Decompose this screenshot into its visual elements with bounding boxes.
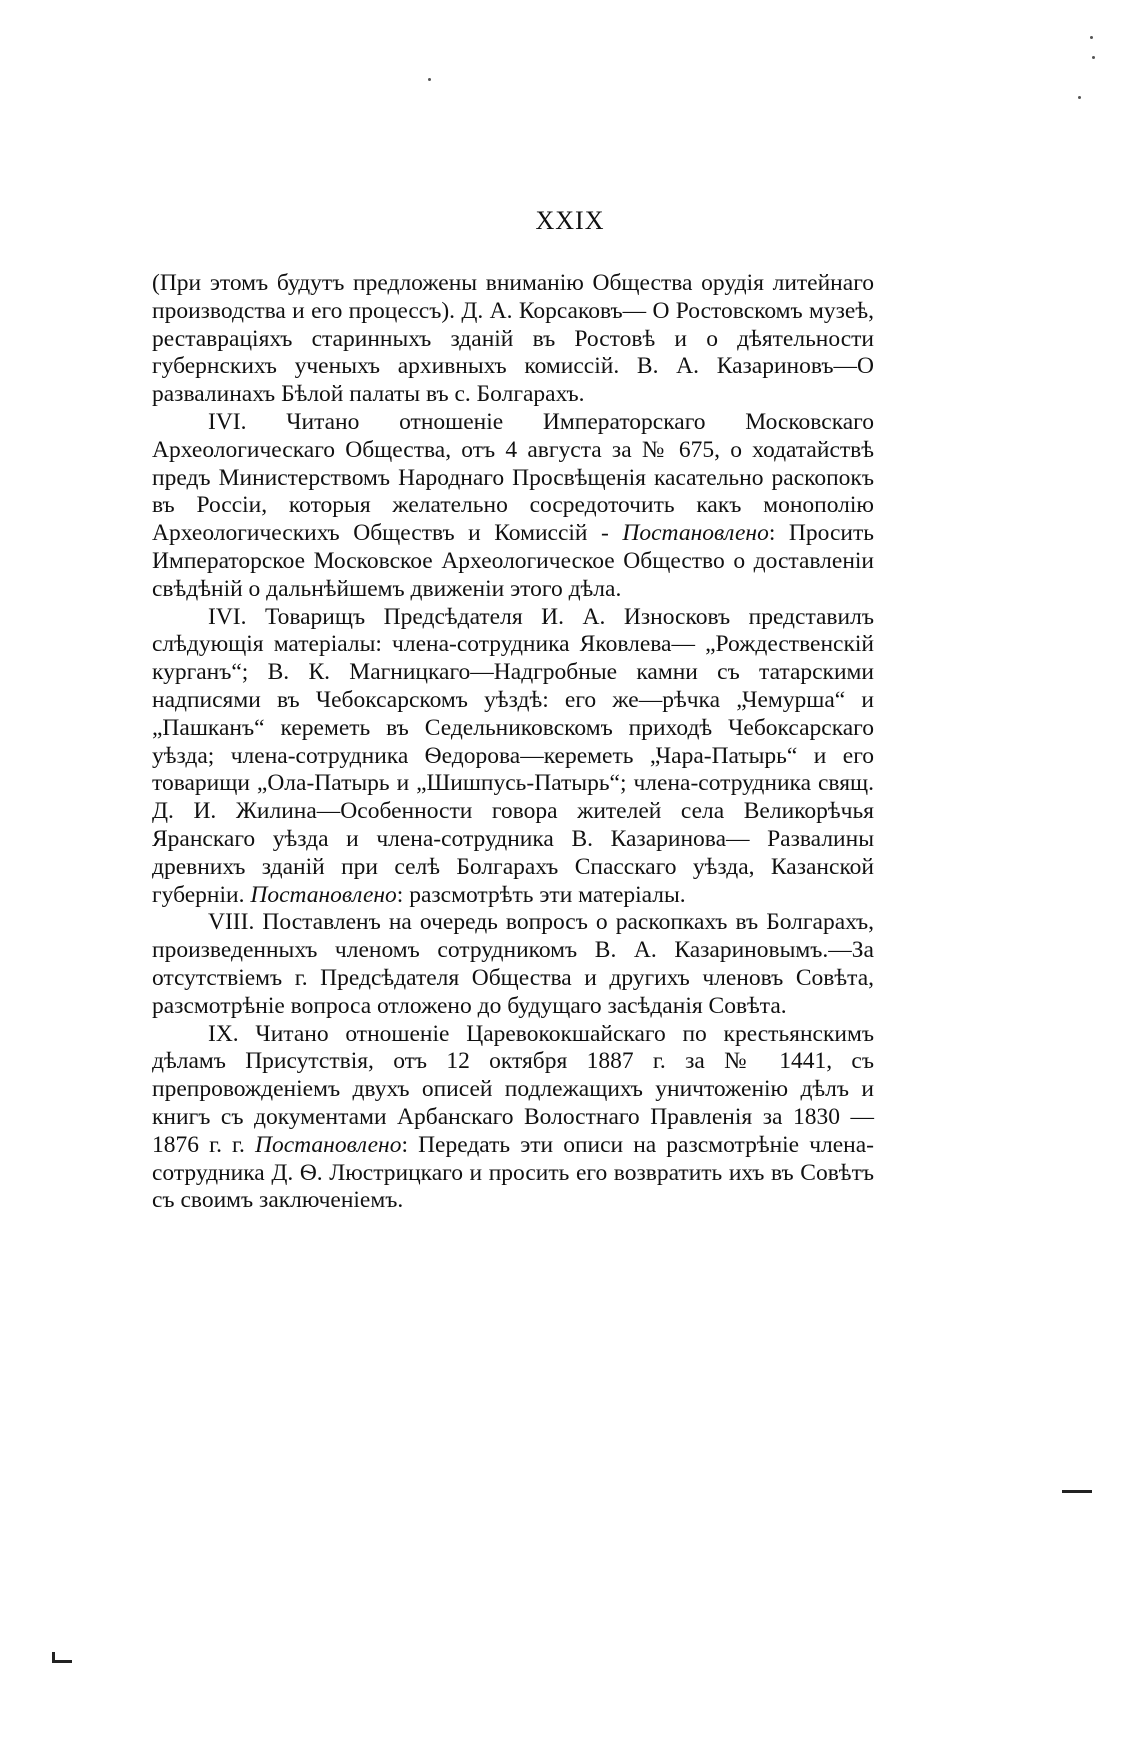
resolution-keyword: Постановлено (255, 1131, 402, 1158)
scan-speck (1090, 36, 1093, 39)
paragraph-item-vii (152, 604, 874, 910)
page-number: XXIX (535, 206, 605, 235)
resolution-keyword: Постановлено (250, 881, 397, 908)
paragraph-item-ix (152, 1021, 874, 1216)
scan-speck (428, 78, 431, 81)
scan-speck (1092, 56, 1095, 59)
body-text (152, 270, 874, 1215)
scan-speck (1078, 96, 1081, 99)
paragraph-text: : Просить Императорское Московское Археологическое Общество о доставленіи свѣдѣній о дальнѣйшемъ движеніи этого дѣла. (152, 520, 874, 602)
scan-mark-right (1062, 1490, 1092, 1493)
paragraph-continuation: (При этомъ будутъ предложены вниманію Общества орудія литейнаго производства и его процессъ). Д. А. Корсаковъ— О Ростовскомъ музеѣ, реставраціяхъ старинныхъ зданій въ Ростовѣ и о дѣятельности губернскихъ ученыхъ архивныхъ комиссій. В. А. Казариновъ—О развалинахъ Бѣлой палаты въ с. Болгарахъ. (152, 270, 874, 408)
paragraph-text: : разсмотрѣть эти матеріалы. (396, 881, 686, 908)
paragraph-item-vi (152, 409, 874, 604)
paragraph-text: IX. Читано отношеніе Царевококшайскаго по крестьянскимъ дѣламъ Присутствія, отъ 12 октября 1887 г. за № 1441, съ препровожденіемъ двухъ описей подлежащихъ уничтоженію дѣлъ и книгъ съ документами Арбанскаго Волостнаго Правленія за 1830 —1876 г. г. (152, 1020, 874, 1158)
resolution-keyword: Постановлено (622, 520, 769, 547)
paragraph-item-viii: VIII. Поставленъ на очередь вопросъ о раскопкахъ въ Болгарахъ, произведенныхъ членомъ сотрудникомъ В. А. Казариновымъ.—За отсутствіемъ г. Предсѣдателя Общества и другихъ членовъ Совѣта, разсмотрѣніе вопроса отложено до будущаго засѣданія Совѣта. (152, 909, 874, 1019)
paragraph-text: IVI. Товарищъ Предсѣдателя И. А. Износковъ представилъ слѣдующія матеріалы: члена-сотрудника Яковлева— „Рождественскій курганъ“; В. К. Магницкаго—Надгробные камни съ татарскими надписями въ Чебоксарскомъ уѣздѣ: его же—рѣчка „Чемурша“ и „Пашканъ“ кереметь въ Седельниковскомъ приходѣ Чебоксарскаго уѣзда; члена-сотрудника Ѳедорова—кереметь „Чара-Патырь“ и его товарищи „Ола-Патырь и „Шишпусь-Патырь“; члена-сотрудника свящ. Д. И. Жилина—Особенности говора жителей села Великорѣчья Яранскаго уѣзда и члена-сотрудника В. Казаринова— Развалины древнихъ зданій при селѣ Болгарахъ Спасскаго уѣзда, Казанской губерніи. (152, 603, 874, 908)
scan-mark-bottom-left-stub (52, 1652, 55, 1663)
paragraph-text: : Передать эти описи на разсмотрѣніе члена-сотрудника Д. Ѳ. Люстрицкаго и просить его возвратить ихъ въ Совѣтъ съ своимъ заключеніемъ. (152, 1131, 875, 1214)
paragraph-text: IVI. Читано отношеніе Императорскаго Московскаго Археологическаго Общества, отъ 4 августа за № 675, о ходатайствѣ предъ Министерствомъ Народнаго Просвѣщенія касательно раскопокъ въ Россіи, которыя желательно сосредоточить какъ монополію Археологическихъ Обществъ и Комиссій - (152, 408, 874, 547)
scan-mark-bottom-left (52, 1660, 72, 1663)
